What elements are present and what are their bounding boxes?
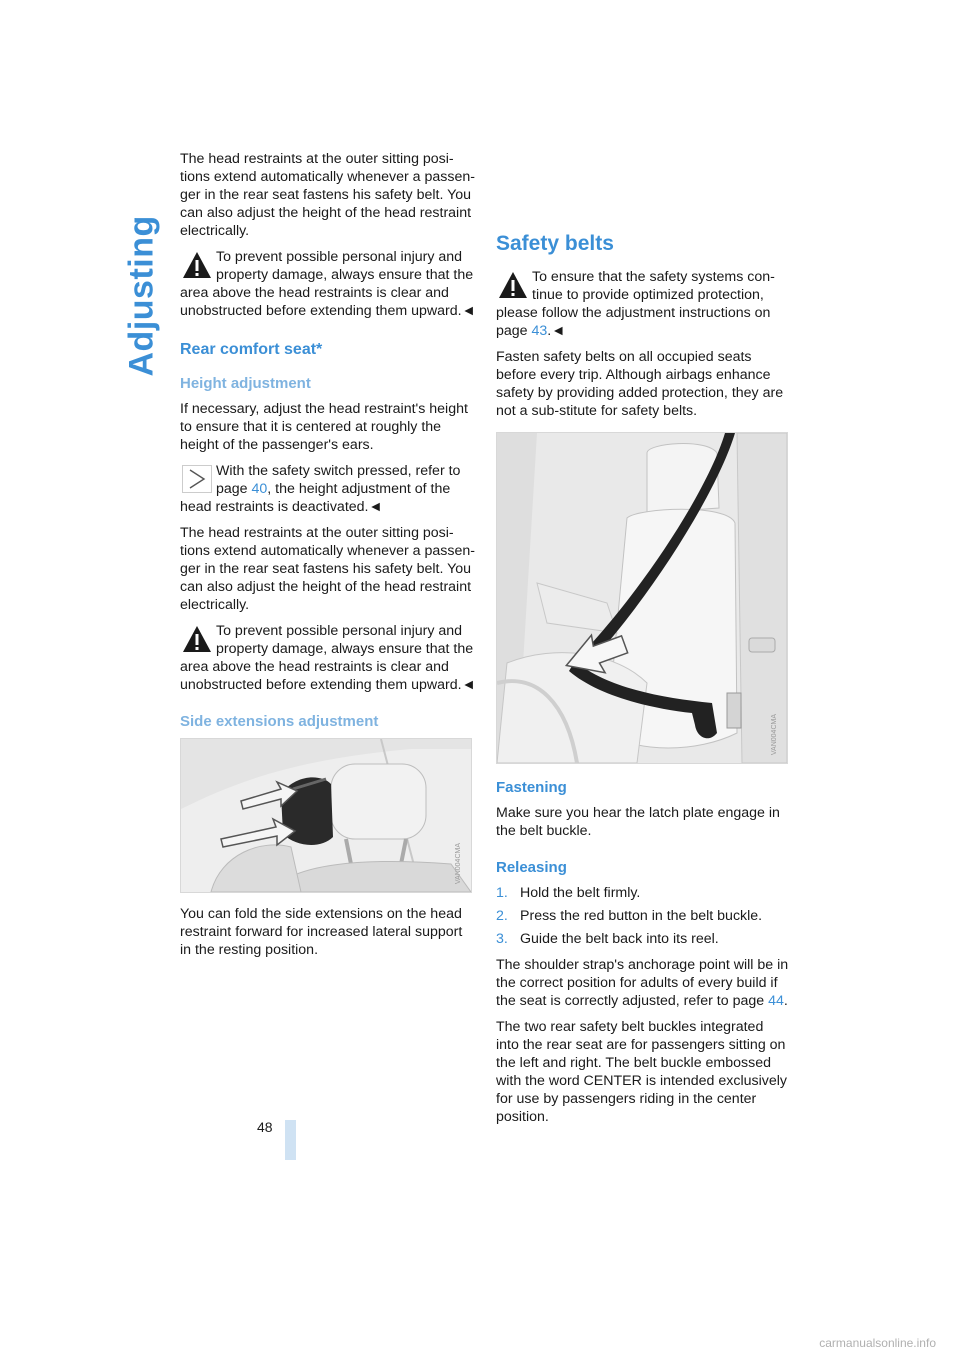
fastening-paragraph: Make sure you hear the latch plate engage in the belt buckle. [496,805,780,839]
figure-code: VAN004CMA [771,713,778,755]
info-note [180,462,476,516]
note-text-a: With the safety switch pressed, refer to page [216,463,461,497]
anchor-text: The shoulder strap's anchorage point will be in the correct position for adults of every build if the seat is correctly adjusted, refer to page [496,957,789,1009]
page-link-44[interactable]: 44 [768,993,784,1009]
list-item [496,907,790,925]
step-number: 3. [496,931,508,947]
repeat-paragraph: The head restraints at the outer sitting posi-tions extend automatically whenever a passen-ger in the rear seat fastens his safety belt. You can also adjust the height of the head restraint electrically. [180,525,475,613]
warning-icon [182,251,212,279]
step-text: Press the red button in the belt buckle. [520,908,763,924]
list-item [496,930,790,948]
heading-safety-belts: Safety belts [496,232,614,255]
end-mark: ◄ [461,677,476,693]
safety-belt-illustration [497,433,787,763]
side-extensions-paragraph: You can fold the side extensions on the head restraint forward for increased lateral support in the resting position. [180,906,463,958]
step-text: Guide the belt back into its reel. [520,931,719,947]
note-text-c: head restraints is deactivated. [180,499,369,515]
belt-warning-first: To ensure that the safety systems con-tinue to provide optimized protection, [532,269,775,303]
watermark: carmanualsonline.info [819,1336,936,1350]
left-column [180,150,476,967]
note-text-b: , the height adjustment of the [267,481,451,497]
head-restraint-figure [180,738,472,893]
warning-1-first: To prevent possible personal injury and property damage, always ensure that the [216,249,474,283]
head-restraint-illustration [181,739,471,892]
section-title-text: Adjusting [122,215,161,377]
rear-buckles-paragraph: The two rear safety belt buckles integrated into the rear seat are for passengers sitting on the left and right. The belt buckle embossed with the word CENTER is intended exclusively for use by passengers riding in the center position. [496,1019,787,1125]
section-title [112,215,172,382]
right-column [496,232,790,1134]
page-link-40[interactable]: 40 [251,481,268,497]
warning-2-rest: area above the head restraints is clear and unobstructed before extending them upward. [180,659,462,693]
step-number: 1. [496,885,508,901]
heading-rear-comfort-seat: Rear comfort seat* [180,341,323,358]
warning-2-first: To prevent possible personal injury and property damage, always ensure that the [216,623,474,657]
warning-note-1 [180,248,476,320]
page-link-43[interactable]: 43 [531,323,548,339]
step-text: Hold the belt firmly. [520,885,641,901]
list-item [496,884,790,902]
warning-icon [498,271,528,299]
heading-side-extensions: Side extensions adjustment [180,713,379,730]
end-mark: ◄ [368,499,383,515]
warning-1-rest: area above the head restraints is clear and unobstructed before extending them upward. [180,285,462,319]
heading-height-adjustment: Height adjustment [180,375,311,392]
height-paragraph: If necessary, adjust the head restraint's height to ensure that it is centered at roughly the height of the passenger's ears. [180,401,468,453]
fasten-paragraph: Fasten safety belts on all occupied seats before every trip. Although airbags enhance safety by providing added protection, they are not a sub-stitute for safety belts. [496,349,784,419]
anchor-paragraph: The shoulder strap's anchorage point will be in the correct position for adults of every build if the seat is correctly adjusted, refer to page 44. [496,957,789,1009]
heading-releasing: Releasing [496,859,567,876]
heading-fastening: Fastening [496,779,567,796]
end-mark: ◄ [461,303,476,319]
warning-icon [182,625,212,653]
releasing-steps [496,884,790,948]
warning-note-2 [180,622,476,694]
warning-note-belts: To ensure that the safety systems con-tinue to provide optimized protection, please follow the adjustment instructions on page 43.◄ [496,268,790,340]
step-number: 2. [496,908,508,924]
note-triangle-icon [182,465,212,493]
safety-belt-figure [496,432,788,764]
belt-warning-rest: please follow the adjustment instructions on page [496,305,771,339]
page-bar [285,1120,296,1160]
intro-paragraph: The head restraints at the outer sitting posi-tions extend automatically whenever a passen-ger in the rear seat fastens his safety belt. You can also adjust the height of the head restraint electrically. [180,151,475,239]
end-mark: ◄ [551,323,566,339]
figure-code: VAN004CMA [455,842,462,884]
page-number: 48 [257,1119,273,1135]
